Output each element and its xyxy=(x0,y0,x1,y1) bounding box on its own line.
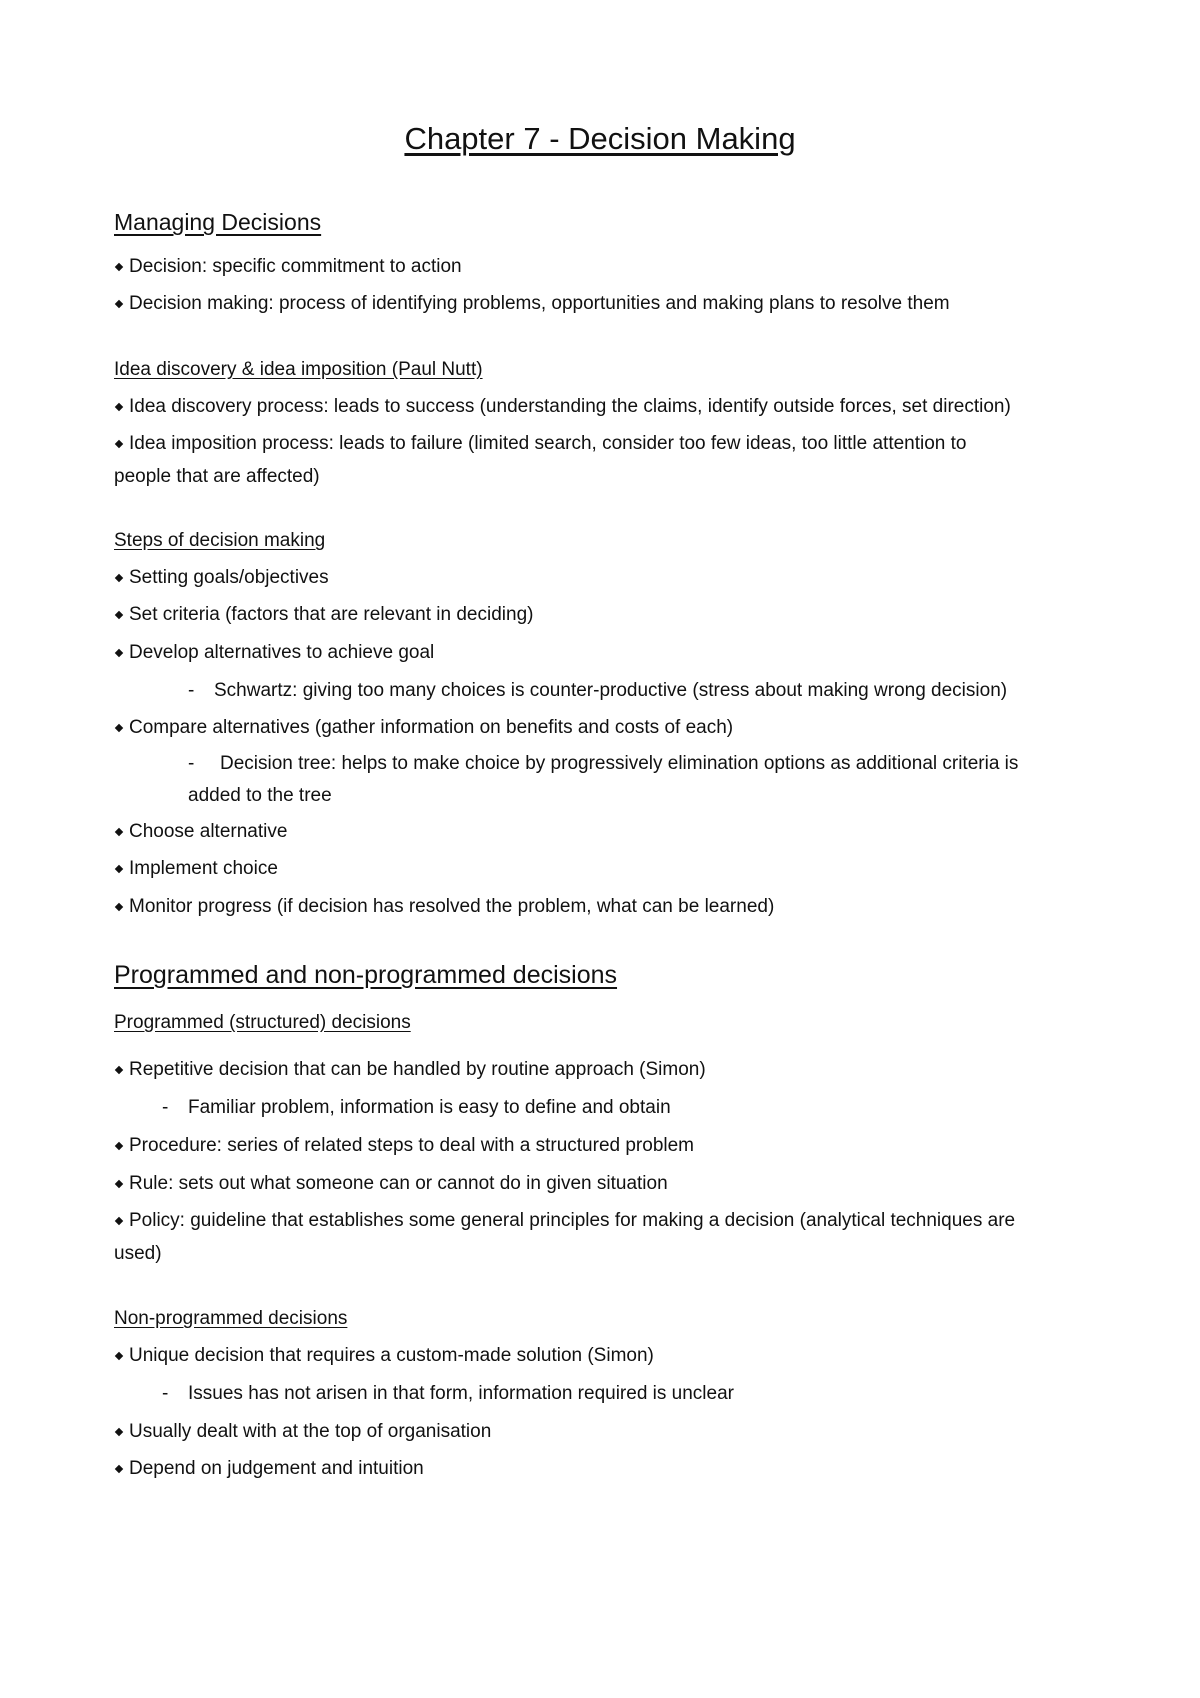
list-item: Unique decision that requires a custom-made solution (Simon) xyxy=(129,1345,654,1366)
list-item: Usually dealt with at the top of organisation xyxy=(129,1421,492,1442)
list-item: Policy: guideline that establishes some general principles for making a decision (analytical techniques are xyxy=(129,1210,1016,1231)
bullet-icon xyxy=(115,1465,123,1473)
bullet-icon xyxy=(115,611,123,619)
heading-steps: Steps of decision making xyxy=(114,530,326,551)
list-item-continuation: people that are affected) xyxy=(114,466,320,487)
bullet-icon xyxy=(115,440,123,448)
bullet-icon xyxy=(115,403,123,411)
heading-programmed: Programmed (structured) decisions xyxy=(114,1012,411,1033)
bullet-icon xyxy=(115,1142,123,1150)
bullet-icon xyxy=(115,574,123,582)
list-item: Rule: sets out what someone can or cannot do in given situation xyxy=(129,1173,668,1194)
bullet-icon xyxy=(115,724,123,732)
bullet-icon xyxy=(115,1352,123,1360)
list-item: Develop alternatives to achieve goal xyxy=(129,642,435,663)
page-title: Chapter 7 - Decision Making xyxy=(404,121,796,156)
list-item-continuation: used) xyxy=(114,1243,162,1264)
bullet-icon xyxy=(115,1428,123,1436)
list-item: Set criteria (factors that are relevant in deciding) xyxy=(129,604,534,625)
heading-managing-decisions: Managing Decisions xyxy=(114,209,322,235)
bullet-icon xyxy=(115,649,123,657)
sub-list-item: Familiar problem, information is easy to define and obtain xyxy=(188,1097,671,1118)
list-item: Procedure: series of related steps to deal with a structured problem xyxy=(129,1135,695,1156)
list-item: Setting goals/objectives xyxy=(129,567,329,588)
list-item: Compare alternatives (gather information on benefits and costs of each) xyxy=(129,717,734,738)
list-item: Implement choice xyxy=(129,858,278,879)
sub-list-item: Issues has not arisen in that form, information required is unclear xyxy=(188,1383,734,1404)
bullet-icon xyxy=(115,1217,123,1225)
bullet-icon xyxy=(115,1066,123,1074)
bullet-icon xyxy=(115,300,123,308)
list-item: Idea imposition process: leads to failure (limited search, consider too few ideas, too little attention to xyxy=(129,433,967,454)
bullet-icon xyxy=(115,263,123,271)
bullet-icon xyxy=(115,903,123,911)
sub-list-item: Schwartz: giving too many choices is counter-productive (stress about making wrong decision) xyxy=(214,680,1008,701)
bullet-icon xyxy=(115,865,123,873)
sub-list-item: Decision tree: helps to make choice by progressively elimination options as additional criteria is xyxy=(220,753,1019,774)
bullet-icon xyxy=(115,828,123,836)
list-item: Choose alternative xyxy=(129,821,288,842)
dash-icon: - xyxy=(188,753,195,774)
heading-non-programmed: Non-programmed decisions xyxy=(114,1308,348,1329)
list-item: Decision: specific commitment to action xyxy=(129,256,462,277)
list-item: Idea discovery process: leads to success (understanding the claims, identify outside forces, set direction) xyxy=(129,396,1011,417)
list-item: Monitor progress (if decision has resolved the problem, what can be learned) xyxy=(129,896,775,917)
sub-list-item-continuation: added to the tree xyxy=(188,785,332,806)
list-item: Decision making: process of identifying problems, opportunities and making plans to resolve them xyxy=(129,293,950,314)
heading-idea-discovery: Idea discovery & idea imposition (Paul Nutt) xyxy=(114,359,483,380)
dash-icon: - xyxy=(162,1097,169,1118)
heading-programmed-section: Programmed and non-programmed decisions xyxy=(114,961,618,989)
dash-icon: - xyxy=(188,680,195,701)
list-item: Repetitive decision that can be handled by routine approach (Simon) xyxy=(129,1059,706,1080)
dash-icon: - xyxy=(162,1383,169,1404)
list-item: Depend on judgement and intuition xyxy=(129,1458,424,1479)
bullet-icon xyxy=(115,1180,123,1188)
